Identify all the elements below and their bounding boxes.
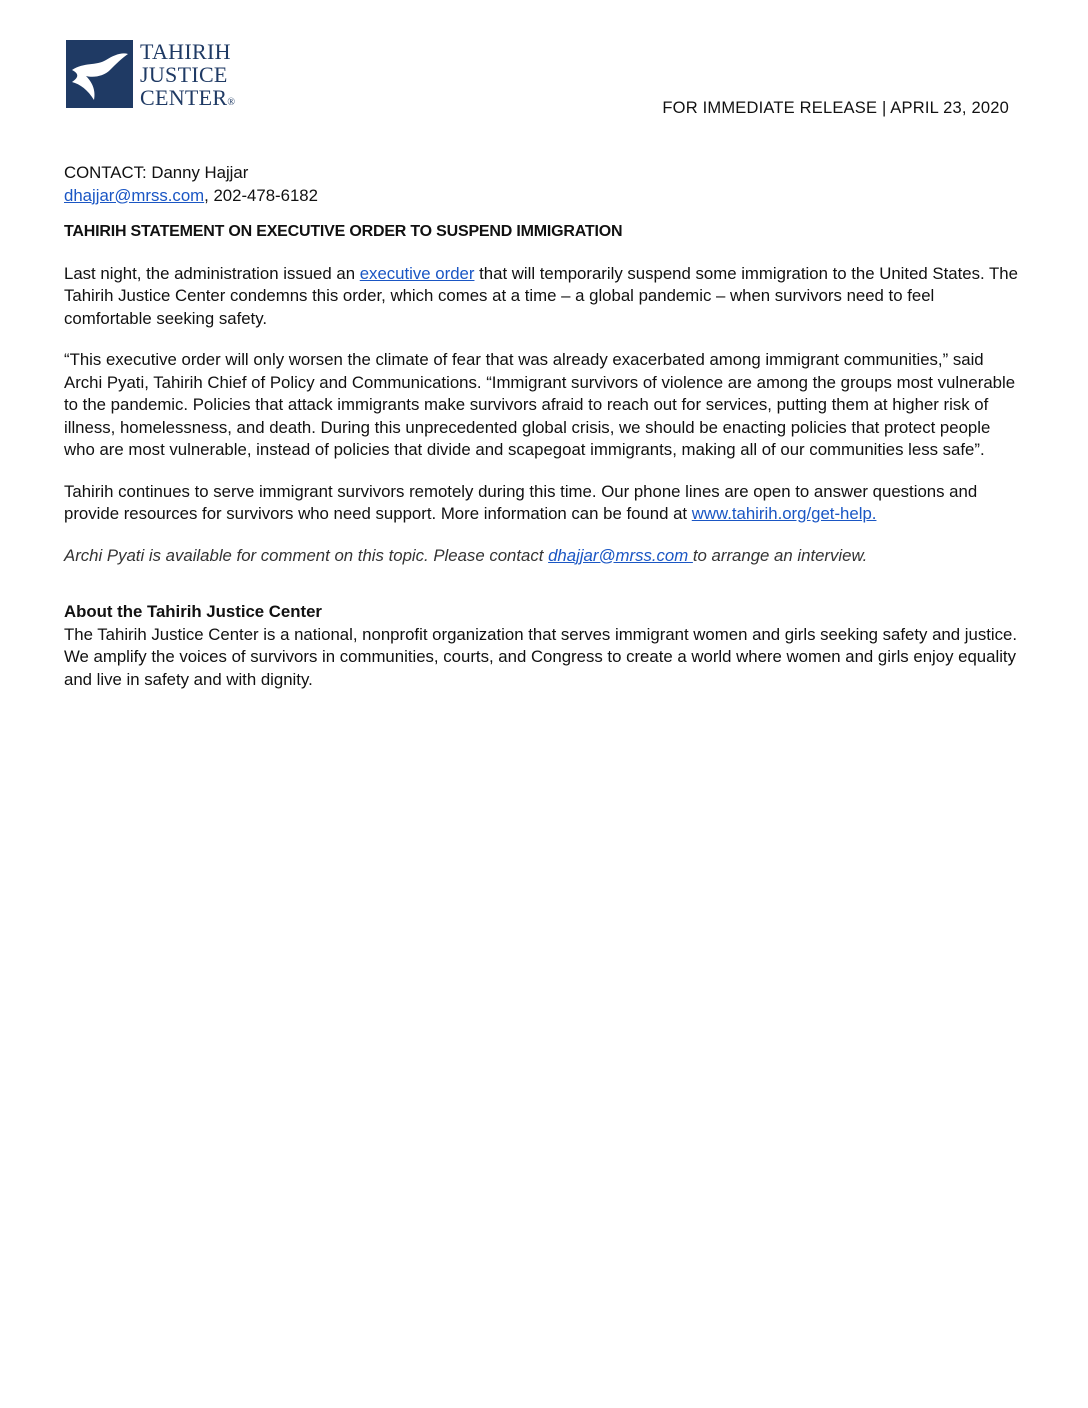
headline: TAHIRIH STATEMENT ON EXECUTIVE ORDER TO SUSPEND IMMIGRATION (64, 223, 623, 240)
logo-line-2: JUSTICE (140, 62, 228, 87)
document-body (64, 162, 1024, 691)
contact-details (64, 185, 1024, 208)
contact-name: CONTACT: Danny Hajjar (64, 163, 249, 182)
executive-order-link[interactable]: executive order (359, 263, 475, 283)
contact-email-link[interactable]: dhajjar@mrss.com (64, 185, 205, 205)
about-text: The Tahirih Justice Center is a national, nonprofit organization that serves immigrant women and girls seeking safety and justice. We amplify the voices of survivors in communities, courts, and Congress to create a world where women and girls enjoy equality and live in safety and with dignity. (64, 624, 1017, 689)
organization-logo (66, 40, 235, 114)
logo-line-3: CENTER® (140, 85, 236, 110)
get-help-link[interactable]: www.tahirih.org/get-help. (691, 504, 877, 523)
logo-line-1: TAHIRIH (140, 39, 231, 64)
paragraph-3: Tahirih continues to serve immigrant survivors remotely during this time. Our phone lines are open to answer questions and provide resources for survivors who need support. More information can be found at www.tahirih.org/get-help. (64, 481, 978, 523)
dove-logo-icon (66, 40, 133, 108)
paragraph-1: Last night, the administration issued an executive order that will temporarily suspend some immigration to the United States. The Tahirih Justice Center condemns this order, which comes at a time – a global pandemic – when survivors need to feel comfortable seeking safety. (64, 263, 1018, 328)
release-date-line: FOR IMMEDIATE RELEASE | APRIL 23, 2020 (662, 99, 1009, 117)
interview-note: Archi Pyati is available for comment on this topic. Please contact dhajjar@mrss.com to arrange an interview. (64, 545, 868, 565)
about-heading: About the Tahirih Justice Center (64, 602, 322, 621)
contact-phone: , 202-478-6182 (204, 185, 318, 205)
interview-email-link[interactable]: dhajjar@mrss.com (548, 545, 693, 565)
logo-wordmark (140, 40, 235, 114)
paragraph-2-quote: “This executive order will only worsen the climate of fear that was already exacerbated among immigrant communities,” said Archi Pyati, Tahirih Chief of Policy and Communications. “Immigrant survivors of violence are among the groups most vulnerable to the pandemic. Policies that attack immigrants make survivors afraid to reach out for services, putting them at higher risk of illness, homelessness, and death. During this unprecedented global crisis, we should be enacting policies that protect people who are most vulnerable, instead of policies that divide and scapegoat immigrants, making all of our communities less safe”. (64, 350, 1016, 459)
